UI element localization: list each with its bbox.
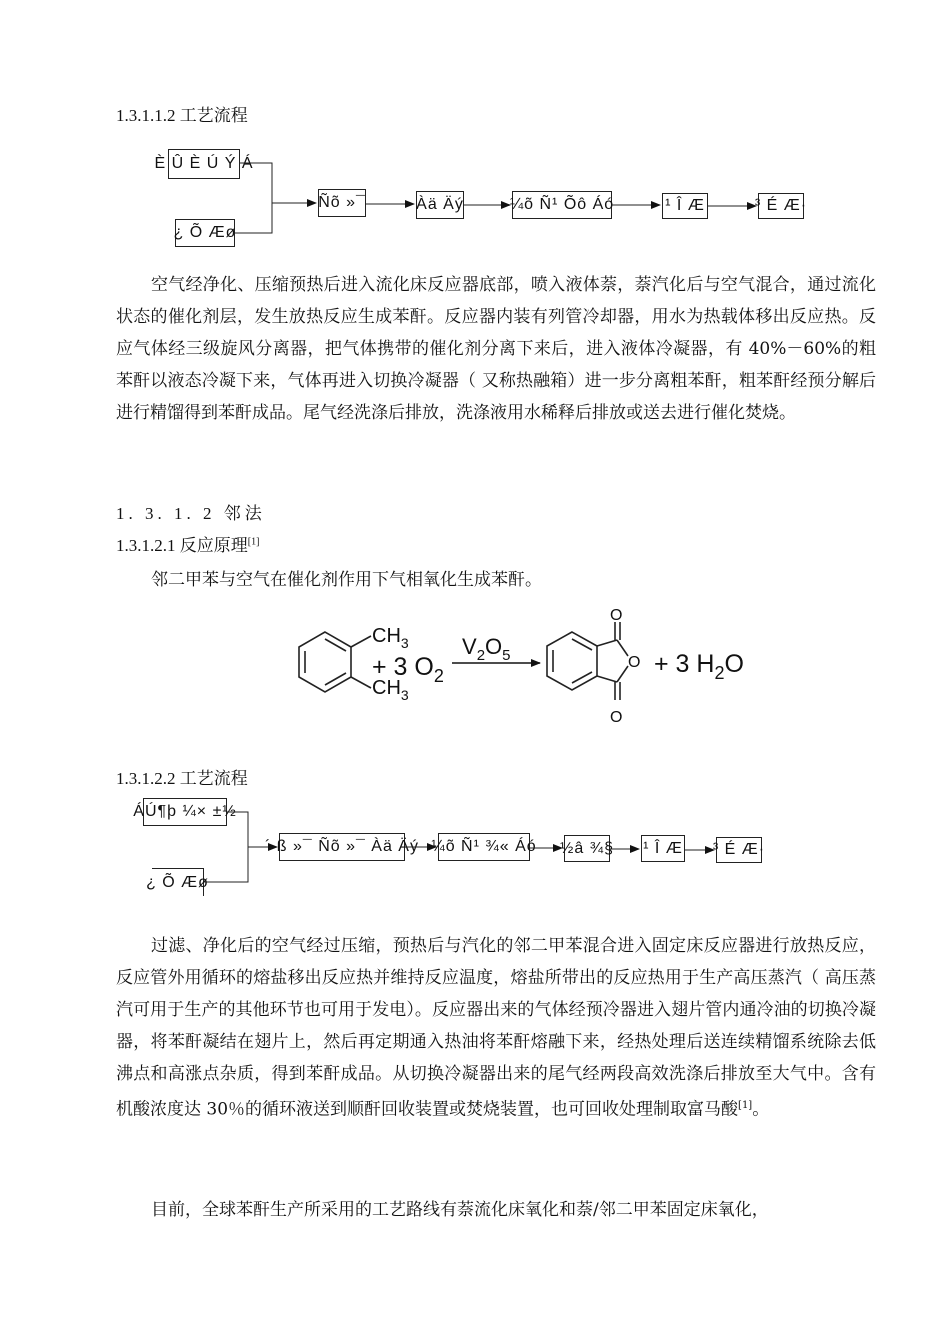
atom-o-top: O <box>610 607 623 624</box>
methyl-bottom: $CH_3$ <box>372 677 409 703</box>
paragraph-o-xylene-process <box>116 930 876 1126</box>
phthalic-anhydride-structure <box>547 622 628 700</box>
paragraph-text: 邻二甲苯与空气在催化剂作用下气相氧化生成苯酐。 <box>151 570 542 590</box>
heading-1-3-1-2-1 <box>116 531 259 556</box>
heading-1-3-1-1-2: 1.3.1.1.2 工艺流程 <box>116 106 248 125</box>
connector-inputs-merge <box>235 163 272 233</box>
oxygen-term: + 3 $O_2$ <box>372 653 444 686</box>
flow-box-naphthalene-input: È Û È Ú Ý Á <box>168 149 240 179</box>
o-xylene-structure <box>299 632 371 692</box>
flow-box-product: ³ É Æ· <box>758 193 804 219</box>
atom-o-bottom: O <box>610 709 623 726</box>
paragraph-text: 过滤、净化后的空气经过压缩，预热后与汽化的邻二甲苯混合进入固定床反应器进行放热反应，反应管外用循环的熔盐移出反应热并维持反应温度，熔盐所带出的反应热用于生产高压蒸汽（ 高压蒸汽可用于生产的其他环节也可用于发电）。反应器出来的气体经预冷器进入翅片管内通冷油的切换冷凝器，将苯酐凝结在翅片上，然后再定期通入热油将苯酐熔融下来，经热处理后送连续精馏系统除去低沸点和高涨点杂质，得到苯酐成品。从切换冷凝器出来的尾气经两段高效洗涤后排放至大气中。含有机酸浓度达 30％的循环液送到顺酐回收装置或焚烧装置，也可回收处理制取富马酸[1]。 <box>116 936 876 1120</box>
heading-1-3-1-2: 1. 3. 1. 2 邻法 <box>116 504 266 523</box>
flow-box-condensation: Àä Äý <box>416 191 464 219</box>
paragraph-text: 空气经净化、压缩预热后进入流化床反应器底部，喷入液体萘，萘汽化后与空气混合，通过流化状态的催化剂层，发生放热反应生成苯酐。反应器内装有列管冷却器，用水为热载体移出反应热。反应气体经三级旋风分离器，把气体携带的催化剂分离下来后，进入液体冷凝器，有 40%－60%的粗苯酐以液态冷凝下来，气体再进入切换冷凝器（ 又称热融箱）进一步分离粗苯酐，粗苯酐经预分解后进行精馏得到苯酐成品。尾气经洗涤后排放，洗涤液用水稀释后排放或送去进行催化焚烧。 <box>116 275 876 423</box>
citation-ref: [1] <box>738 1100 753 1111</box>
flow-box-air-input: ¿ Õ Æø <box>152 868 204 896</box>
flow-box-air-input: ¿ Õ Æø <box>175 219 235 247</box>
flow-box-oxidation: Ñõ »¯ <box>318 189 366 217</box>
flow-box-drum: ¹ Î Æ <box>662 193 708 219</box>
flow-box-o-xylene-input: ÁÚ¶þ ¼× ±½ <box>143 798 227 826</box>
paragraph-text: 目前，全球苯酐生产所采用的工艺路线有萘流化床氧化和萘/邻二甲苯固定床氧化， <box>151 1200 769 1220</box>
paragraph-global-routes <box>116 1194 876 1226</box>
atom-o-ring: O <box>628 654 641 671</box>
heading-1-3-1-2-2: 1.3.1.2.2 工艺流程 <box>116 769 248 788</box>
heading-text: 1.3.1.2.1 反应原理 <box>116 536 248 555</box>
paragraph-reaction-principle <box>116 564 876 596</box>
flow-box-decomposition: ½â ¾§ <box>564 835 610 862</box>
citation-ref: [1] <box>247 536 260 548</box>
flow-box-drum: ¹ Î Æ <box>641 835 685 862</box>
flow-box-vacuum-distillation: ¼õ Ñ¹ Õô Áó <box>512 191 612 219</box>
flow-box-product: ³ É Æ· <box>716 837 762 863</box>
flow-box-vacuum-distillation: ¼õ Ñ¹ ¾« Áó <box>438 833 530 861</box>
methyl-top: $CH_3$ <box>372 625 409 651</box>
catalyst-v2o5: $V_2O_5$ <box>462 634 511 664</box>
water-term: + 3 $H_2O$ <box>654 650 744 683</box>
flow-box-oxidation-condensation: ´ ß »¯ Ñõ »¯ Àä Äý <box>279 833 405 861</box>
paragraph-naphthalene-process <box>116 269 876 429</box>
